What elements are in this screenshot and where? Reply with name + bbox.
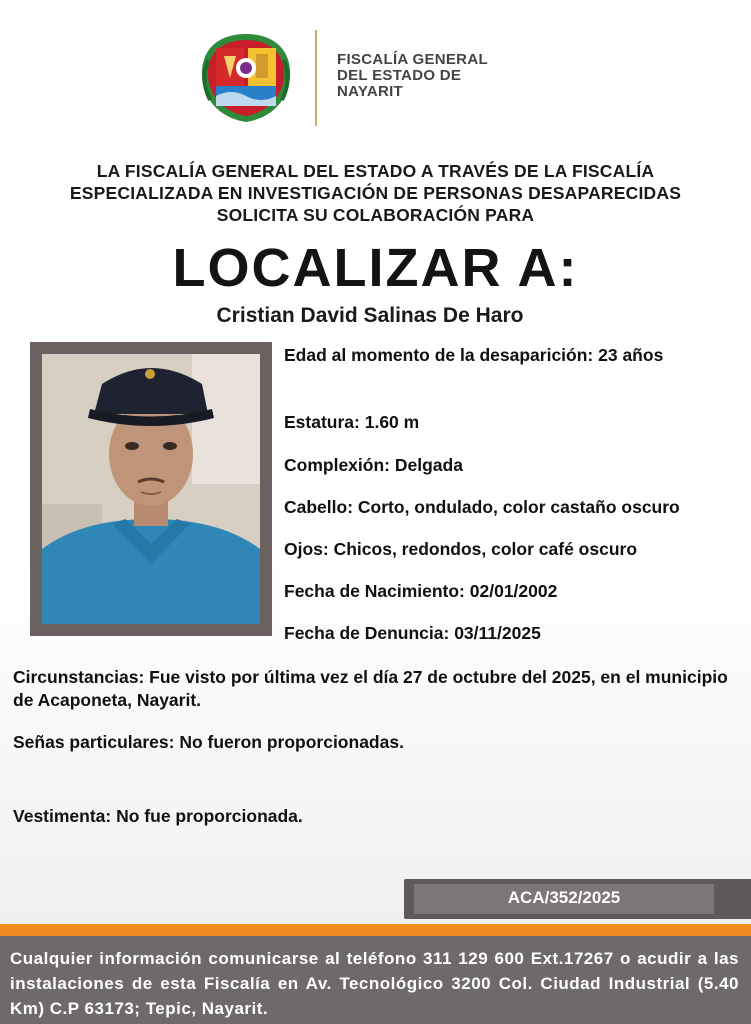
field-value: 1.60 m <box>364 412 420 432</box>
field-value: Corto, ondulado, color castaño oscuro <box>357 497 680 517</box>
field-value: 02/01/2002 <box>469 581 558 601</box>
person-photo <box>42 354 260 624</box>
field-value: 03/11/2025 <box>454 623 541 643</box>
field-cabello <box>284 496 730 518</box>
person-name: Cristian David Salinas De Haro <box>216 304 524 327</box>
circunstancias <box>13 666 728 712</box>
field-ojos <box>284 538 637 560</box>
header <box>0 0 751 140</box>
field-label: Señas particulares: <box>13 732 175 752</box>
field-label: Estatura: <box>284 412 360 432</box>
field-value: 23 años <box>598 345 664 365</box>
brand-name <box>337 52 488 100</box>
field-label: Complexión: <box>284 455 390 475</box>
header-divider <box>315 30 317 126</box>
senas-particulares <box>13 731 728 754</box>
field-label: Edad al momento de la desaparición: <box>284 345 594 365</box>
field-label: Fecha de Nacimiento: <box>284 581 465 601</box>
brand-line: NAYARIT <box>337 83 404 100</box>
field-value: No fueron proporcionadas. <box>179 732 404 752</box>
field-complexion <box>284 454 463 476</box>
intro-line: ESPECIALIZADA EN INVESTIGACIÓN DE PERSONAS DESAPARECIDAS <box>69 183 682 203</box>
brand-line: DEL ESTADO DE <box>337 67 462 84</box>
field-estatura <box>284 411 419 433</box>
field-denuncia <box>284 622 541 644</box>
field-value: No fue proporcionada. <box>116 806 303 826</box>
footer-accent-stripe <box>0 924 751 936</box>
footer <box>0 936 751 1024</box>
field-value: Delgada <box>394 455 463 475</box>
field-label: Vestimenta: <box>13 806 112 826</box>
field-label: Fecha de Denuncia: <box>284 623 450 643</box>
field-nacimiento <box>284 580 557 602</box>
state-seal-icon <box>196 30 296 126</box>
field-value: Chicos, redondos, color café oscuro <box>333 539 638 559</box>
intro-text <box>0 160 751 226</box>
intro-line: SOLICITA SU COLABORACIÓN PARA <box>216 205 535 225</box>
field-edad <box>284 344 663 366</box>
field-label: Circunstancias: <box>13 667 145 687</box>
case-number: ACA/352/2025 <box>507 888 621 907</box>
photo-frame <box>30 342 272 636</box>
intro-line: LA FISCALÍA GENERAL DEL ESTADO A TRAVÉS DE LA FISCALÍA <box>96 161 655 181</box>
field-label: Cabello: <box>284 497 354 517</box>
page-title: LOCALIZAR A: <box>172 238 579 298</box>
field-label: Ojos: <box>284 539 329 559</box>
brand-line: FISCALÍA GENERAL <box>337 51 488 68</box>
vestimenta <box>13 805 728 828</box>
contact-info: Cualquier información comunicarse al teléfono 311 129 600 Ext.17267 o acudir a las instalaciones de esta Fiscalía en Av. Tecnológico 3200 Col. Ciudad Industrial (5.40 Km) C.P 63173; Tepic, Nayarit. <box>10 949 739 1018</box>
field-value: Fue visto por última vez el día 27 de octubre del 2025, en el municipio de Acaponeta, Nayarit. <box>13 667 728 710</box>
